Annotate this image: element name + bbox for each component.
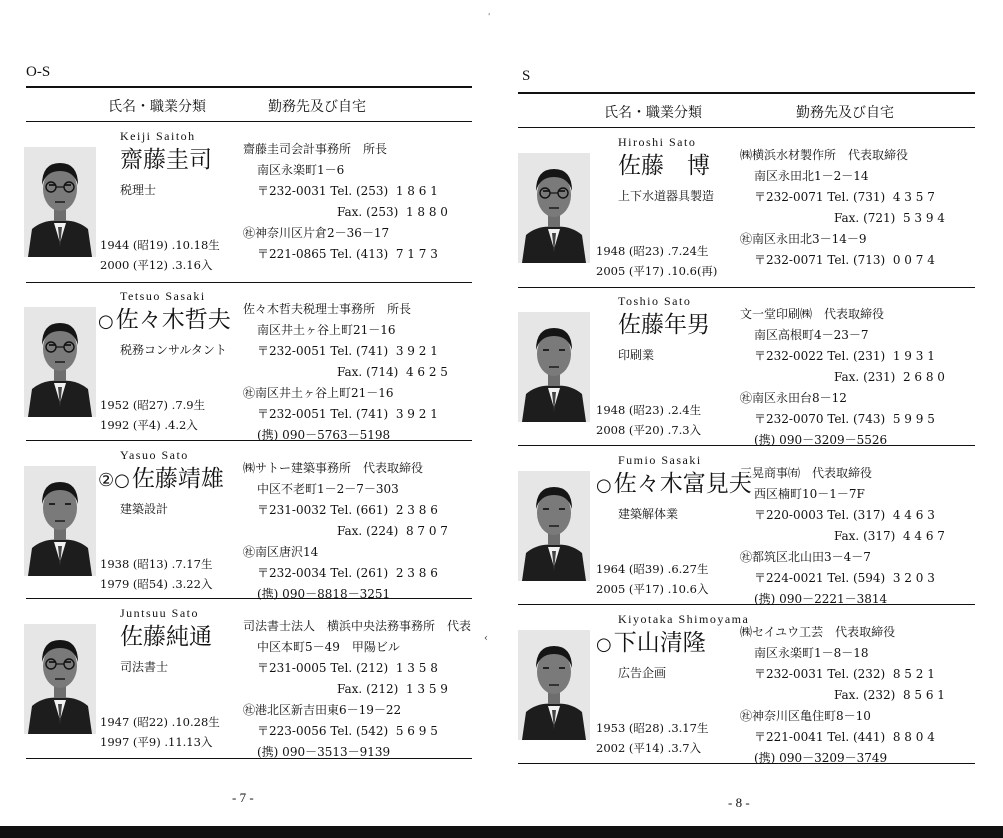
address-line: 〒224-0021 Tel. (594) 3 2 0 3	[754, 571, 935, 585]
member-name-text: 佐藤年男	[618, 312, 710, 338]
member-name	[120, 141, 212, 174]
member-entry	[500, 610, 990, 765]
column-heading-name: 氏名・職業分類	[604, 105, 702, 121]
member-occupation: 上下水道器具製造	[618, 189, 715, 203]
address-line: Fax. (714) 4 6 2 5	[337, 365, 448, 379]
address-line: 佐々木哲夫税理士事務所 所長	[243, 302, 412, 316]
address-line: 〒232-0031 Tel. (232) 8 5 2 1	[754, 667, 935, 681]
join-date: 2005 (平17) .10.6(再)	[596, 264, 718, 278]
address-line: ㊓港北区新吉田東6－19－22	[243, 703, 402, 717]
join-date: 1992 (平4) .4.2入	[100, 418, 198, 432]
join-date: 1979 (昭54) .3.22入	[100, 577, 213, 591]
birth-date: 1947 (昭22) .10.28生	[100, 715, 220, 729]
member-entry	[500, 133, 990, 283]
member-occupation: 税務コンサルタント	[120, 343, 227, 357]
scan-speck: '	[488, 12, 491, 21]
address-line: ㈱セイユウ工芸 代表取締役	[740, 625, 896, 639]
address-line: 三晃商事㈲ 代表取締役	[740, 466, 873, 480]
address-line: 南区永楽町1－6	[257, 163, 345, 177]
member-name	[596, 465, 752, 498]
address-line: 〒232-0070 Tel. (743) 5 9 9 5	[754, 412, 935, 426]
address-line: 〒232-0031 Tel. (253) 1 8 6 1	[257, 184, 438, 198]
member-name-text: 佐々木富見夫	[613, 471, 752, 497]
join-date: 1997 (平9) .11.13入	[100, 735, 213, 749]
row-divider	[26, 121, 472, 122]
member-photo	[518, 153, 590, 263]
address-line: 〒223-0056 Tel. (542) 5 6 9 5	[257, 724, 438, 738]
row-divider	[518, 604, 975, 605]
member-name-text: 佐藤 博	[618, 153, 710, 179]
birth-date: 1944 (昭19) .10.18生	[100, 238, 220, 252]
address-line: 西区楠町10－1－7F	[754, 487, 865, 501]
header-rule	[26, 86, 472, 88]
member-name-text: 佐藤靖雄	[131, 466, 224, 492]
address-line: 〒232-0022 Tel. (231) 1 9 3 1	[754, 349, 935, 363]
left-page	[0, 0, 492, 838]
member-name	[618, 147, 710, 180]
member-name-text: 佐々木哲夫	[115, 307, 231, 333]
column-heading-address: 勤務先及び自宅	[268, 99, 366, 115]
address-line: (携) 090－2221－3814	[754, 592, 888, 606]
section-label: O-S	[26, 64, 51, 80]
row-divider	[518, 763, 975, 764]
address-line: (携) 090－3513－9139	[257, 745, 391, 759]
member-dates	[100, 235, 220, 275]
member-entry	[0, 446, 470, 601]
address-line: ㊓都筑区北山田3－4－7	[740, 550, 871, 564]
member-name	[98, 460, 224, 493]
member-name-text: 佐藤純通	[120, 624, 212, 650]
address-line: 文一堂印刷㈱ 代表取締役	[740, 307, 885, 321]
address-line: 〒232-0034 Tel. (261) 2 3 8 6	[257, 566, 438, 580]
address-line: 〒221-0865 Tel. (413) 7 1 7 3	[257, 247, 438, 261]
address-line: Fax. (212) 1 3 5 9	[337, 682, 448, 696]
member-photo	[24, 624, 96, 734]
address-line: 〒231-0032 Tel. (661) 2 3 8 6	[257, 503, 438, 517]
member-photo	[518, 630, 590, 740]
member-photo	[24, 466, 96, 576]
gutter-mark: ‹	[484, 633, 488, 644]
member-romaji-name: Yasuo Sato	[120, 448, 189, 462]
member-occupation: 税理士	[120, 183, 157, 197]
member-dates	[596, 241, 717, 281]
address-line: 〒232-0051 Tel. (741) 3 9 2 1	[257, 407, 438, 421]
row-divider	[26, 282, 472, 283]
section-label: S	[522, 68, 531, 84]
row-divider	[518, 287, 975, 288]
join-date: 2000 (平12) .3.16入	[100, 258, 213, 272]
address-line: ㊓神奈川区片倉2－36－17	[243, 226, 390, 240]
member-romaji-name: Fumio Sasaki	[618, 453, 702, 467]
address-line: 中区本町5－49 甲陽ビル	[257, 640, 400, 654]
scan-edge	[0, 826, 1003, 838]
member-dates	[100, 395, 205, 435]
address-line: 〒220-0003 Tel. (317) 4 4 6 3	[754, 508, 935, 522]
member-dates	[100, 712, 220, 752]
member-name-text: 下山清隆	[613, 630, 706, 656]
row-divider	[26, 758, 472, 759]
member-occupation: 建築設計	[120, 502, 169, 516]
address-line: Fax. (231) 2 6 8 0	[834, 370, 945, 384]
member-name	[596, 624, 706, 657]
member-entry	[0, 287, 470, 442]
row-divider	[518, 127, 975, 128]
address-line: Fax. (253) 1 8 8 0	[337, 205, 448, 219]
address-line: 齋藤圭司会計事務所 所長	[243, 142, 388, 156]
member-romaji-name: Kiyotaka Shimoyama	[618, 612, 750, 626]
member-occupation: 広告企画	[618, 666, 667, 680]
member-occupation: 建築解体業	[618, 507, 679, 521]
member-photo	[518, 471, 590, 581]
address-line: 〒232-0071 Tel. (731) 4 3 5 7	[754, 190, 935, 204]
right-page	[500, 0, 1003, 838]
member-occupation: 司法書士	[120, 660, 169, 674]
member-name-text: 齋藤圭司	[120, 147, 212, 173]
member-entry	[0, 604, 472, 759]
address-line: ㊓神奈川区亀住町8－10	[740, 709, 871, 723]
member-mark: ○	[596, 634, 612, 655]
member-entry	[500, 451, 990, 606]
column-heading-name: 氏名・職業分類	[108, 99, 206, 115]
member-romaji-name: Keiji Saitoh	[120, 129, 196, 143]
address-line: 南区高根町4－23－7	[754, 328, 869, 342]
header-rule	[518, 92, 975, 94]
address-line: 中区不老町1－2－7－303	[257, 482, 399, 496]
address-line: 南区永田北1－2－14	[754, 169, 869, 183]
member-dates	[596, 559, 708, 599]
member-photo	[24, 307, 96, 417]
address-line: (携) 090－5763－5198	[257, 428, 391, 442]
member-romaji-name: Toshio Sato	[618, 294, 692, 308]
member-photo	[518, 312, 590, 422]
join-date: 2002 (平14) .3.7入	[596, 741, 702, 755]
member-mark: ○	[596, 475, 612, 496]
row-divider	[26, 598, 472, 599]
member-occupation: 印刷業	[618, 348, 655, 362]
member-name	[98, 301, 231, 334]
member-mark: ○	[98, 311, 114, 332]
address-line: 〒232-0051 Tel. (741) 3 9 2 1	[257, 344, 438, 358]
member-romaji-name: Tetsuo Sasaki	[120, 289, 206, 303]
row-divider	[518, 445, 975, 446]
address-line: Fax. (232) 8 5 6 1	[834, 688, 945, 702]
join-date: 2008 (平20) .7.3入	[596, 423, 702, 437]
page-number: - 8 -	[728, 795, 750, 810]
address-line: Fax. (721) 5 3 9 4	[834, 211, 945, 225]
address-line: 〒232-0071 Tel. (713) 0 0 7 4	[754, 253, 935, 267]
member-entry	[0, 127, 470, 277]
address-line: ㊓南区永田台8－12	[740, 391, 847, 405]
address-line: ㈱横浜水材製作所 代表取締役	[740, 148, 909, 162]
address-line: ㊓南区唐沢14	[243, 545, 319, 559]
birth-date: 1964 (昭39) .6.27生	[596, 562, 709, 576]
address-line: ㊓南区永田北3－14－9	[740, 232, 867, 246]
birth-date: 1948 (昭23) .7.24生	[596, 244, 709, 258]
address-line: 司法書士法人 横浜中央法務事務所 代表	[243, 619, 472, 633]
member-name	[618, 306, 710, 339]
member-name	[120, 618, 212, 651]
page-number: - 7 -	[232, 790, 254, 805]
member-photo	[24, 147, 96, 257]
member-dates	[596, 718, 708, 758]
row-divider	[26, 440, 472, 441]
address-line: 南区永楽町1－8－18	[754, 646, 869, 660]
member-dates	[100, 554, 212, 594]
address-line: ㈱サトー建築事務所 代表取締役	[243, 461, 424, 475]
column-heading-address: 勤務先及び自宅	[796, 105, 894, 121]
birth-date: 1938 (昭13) .7.17生	[100, 557, 213, 571]
member-dates	[596, 400, 701, 440]
join-date: 2005 (平17) .10.6入	[596, 582, 709, 596]
address-line: Fax. (224) 8 7 0 7	[337, 524, 448, 538]
birth-date: 1952 (昭27) .7.9生	[100, 398, 206, 412]
address-line: 〒231-0005 Tel. (212) 1 3 5 8	[257, 661, 438, 675]
address-line: (携) 090－3209－5526	[754, 433, 888, 447]
birth-date: 1953 (昭28) .3.17生	[596, 721, 709, 735]
member-entry	[500, 292, 990, 447]
address-line: 南区井土ヶ谷上町21－16	[257, 323, 396, 337]
address-line: Fax. (317) 4 4 6 7	[834, 529, 945, 543]
address-line: 〒221-0041 Tel. (441) 8 8 0 4	[754, 730, 935, 744]
address-line: ㊓南区井土ヶ谷上町21－16	[243, 386, 394, 400]
member-mark: ②○	[98, 470, 130, 491]
address-line: (携) 090－8818－3251	[257, 587, 391, 601]
birth-date: 1948 (昭23) .2.4生	[596, 403, 702, 417]
member-romaji-name: Juntsuu Sato	[120, 606, 200, 620]
member-romaji-name: Hiroshi Sato	[618, 135, 697, 149]
address-line: (携) 090－3209－3749	[754, 751, 888, 765]
